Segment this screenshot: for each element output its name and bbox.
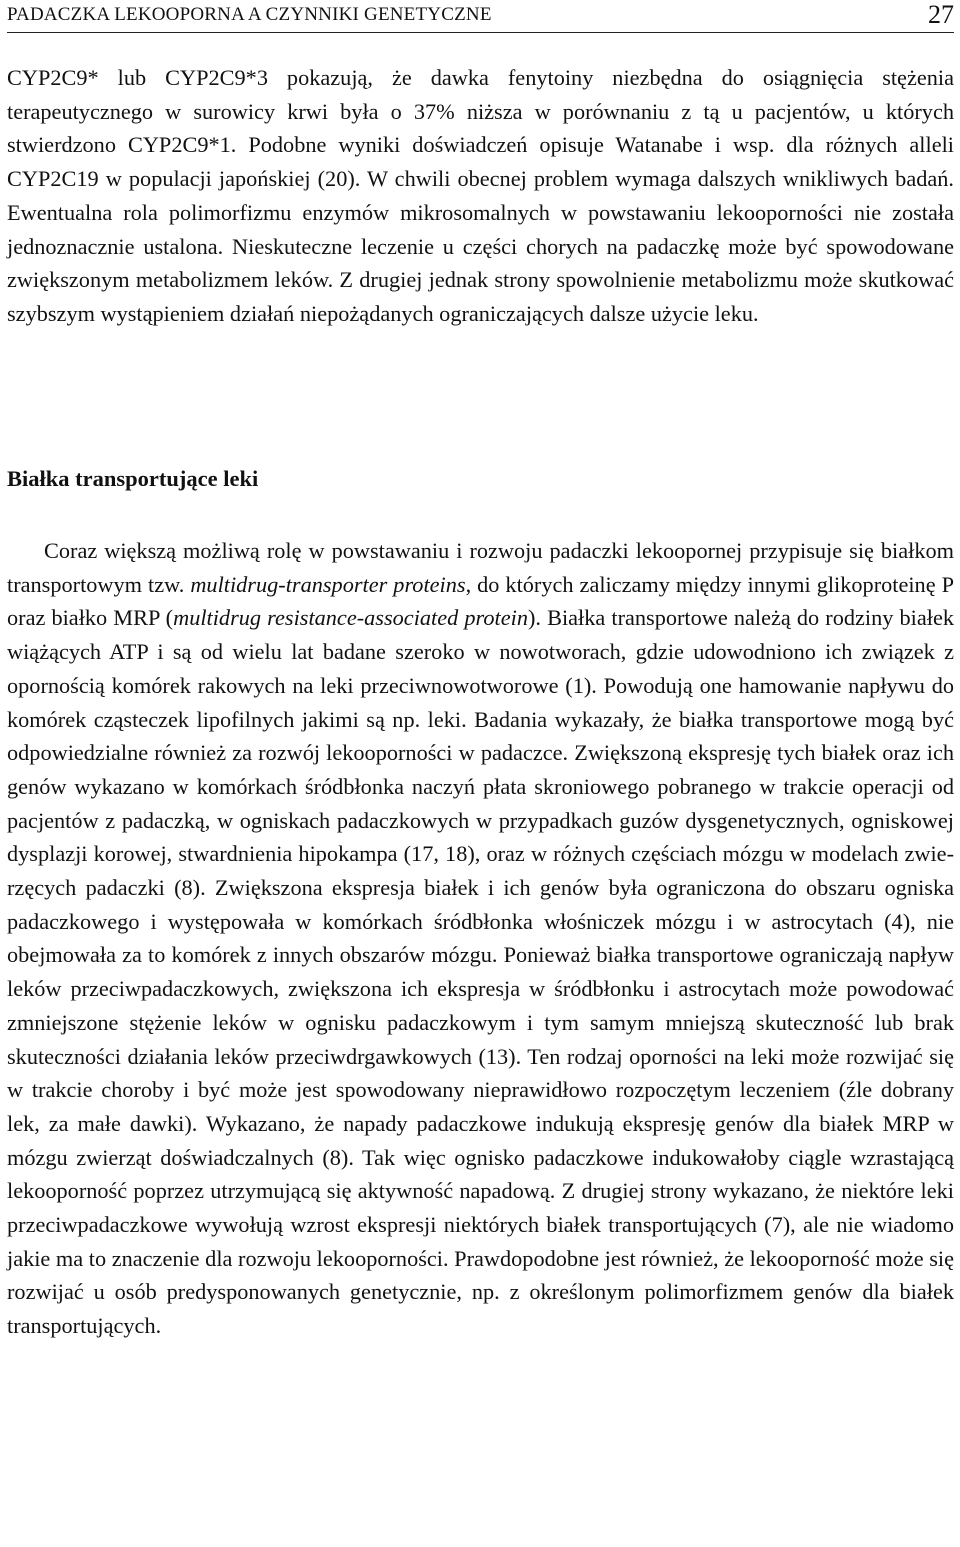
section-paragraph <box>7 534 954 1343</box>
section-heading: Białka transportujące leki <box>7 466 259 491</box>
paragraph-text: , do których zaliczamy między innymi glikoproteinę P oraz białko MRP ( <box>7 571 954 631</box>
running-header <box>7 2 954 33</box>
body-paragraph: CYP2C9* lub CYP2C9*3 pokazują, że dawka fenytoiny niezbędna do osiągnięcia stężenia terapeutycznego w surowicy krwi była o 37% niższa w porównaniu z tą u pacjentów, u których stwierdzono CYP2C9*1. Podobne wyniki doświadczeń opisuje Watanabe i wsp. dla różnych alleli CYP2C19 w populacji japońskiej (20). W chwili obecnej problem wymaga dalszych wnikliwych badań. Ewentualna rola polimorfizmu enzymów mikrosomalnych w powstawaniu lekooporności nie została jednoznacznie ustalona. Nieskuteczne leczenie u części chorych na padaczkę może być spowodowane zwiększonym metabolizmem leków. Z drugiej jednak strony spowolnienie metabolizmu może skutkować szybszym wystąpieniem działań niepożądanych ograniczających dalsze użycie leku. <box>7 65 954 326</box>
document-page <box>7 0 954 1547</box>
page-number: 27 <box>928 0 954 29</box>
paragraph-text: ). Białka transportowe należą do rodziny białek wiążących ATP i są od wielu lat badane szeroko w nowotworach, gdzie udowodniono ich związek z opornością komórek rakowych na leki przeciwnowotworowe (1). Powodują one hamowanie napływu do komórek cząsteczek lipofilnych jakimi są np. leki. Badania wykazały, że białka transportowe mogą być odpowiedzialne również za rozwój lekooporności w padaczce. Zwiększoną ekspresję tych białek oraz ich genów wykazano w komórkach śródbłonka naczyń płata skroniowego pobranego w trakcie operacji od pacjentów z padaczką, w ogniskach padaczkowych w przypadkach guzów dysgenetycznych, ogniskowej dysplazji korowej, stwardnienia hipokampa (17, 18), oraz w różnych częściach mózgu w modelach zwierzęcych padaczki (8). Zwiększona ekspresja białek i ich genów była ograniczona do obszaru ogniska padaczkowego i występowała w komórkach śródbłonka włośniczek mózgu i w astrocytach (4), nie obejmowała za to komórek z innych obszarów mózgu. Ponieważ białka transportowe ograniczają napływ leków przeciwpadaczkowych, zwiększona ich ekspresja w śródbłonku i astrocytach może powodować zmniejszone stężenie leków w ognisku padaczkowym i tym samym mniejszą skuteczność lub brak skuteczności działania leków przeciwdrgawkowych (13). Ten rodzaj oporności na leki może rozwijać się w trakcie choroby i być może jest spowodowany nieprawidłowo rozpoczętym leczeniem (źle dobrany lek, za małe dawki). Wykazano, że napady padaczkowe indukują ekspresję genów dla białek MRP w mózgu zwierząt doświadczalnych (8). Tak więc ognisko padaczkowe indukowałoby ciągle wzrastającą lekooporność poprzez utrzymującą się aktywność napadową. Z drugiej strony wykazano, że niektóre leki przeciwpadaczkowe wywołują wzrost ekspresji niektórych białek transportujących (7), ale nie wiadomo jakie ma to znaczenie dla rozwoju lekooporności. Prawdopodobne jest również, że lekooporność może się rozwijać u osób predysponowanych genetycznie, np. z określonym polimorfizmem genów dla białek transportujących. <box>7 605 954 1339</box>
running-title: PADACZKA LEKOOPORNA A CZYNNIKI GENETYCZNE <box>7 4 492 25</box>
italic-term: multidrug resistance-associated protein <box>173 605 528 631</box>
paragraph-text: Coraz większą możliwą rolę w powstawaniu i rozwoju padaczki lekoopornej przypisuje się białkom transportowym tzw. <box>7 538 954 597</box>
italic-term: multidrug-transporter proteins <box>190 571 466 597</box>
